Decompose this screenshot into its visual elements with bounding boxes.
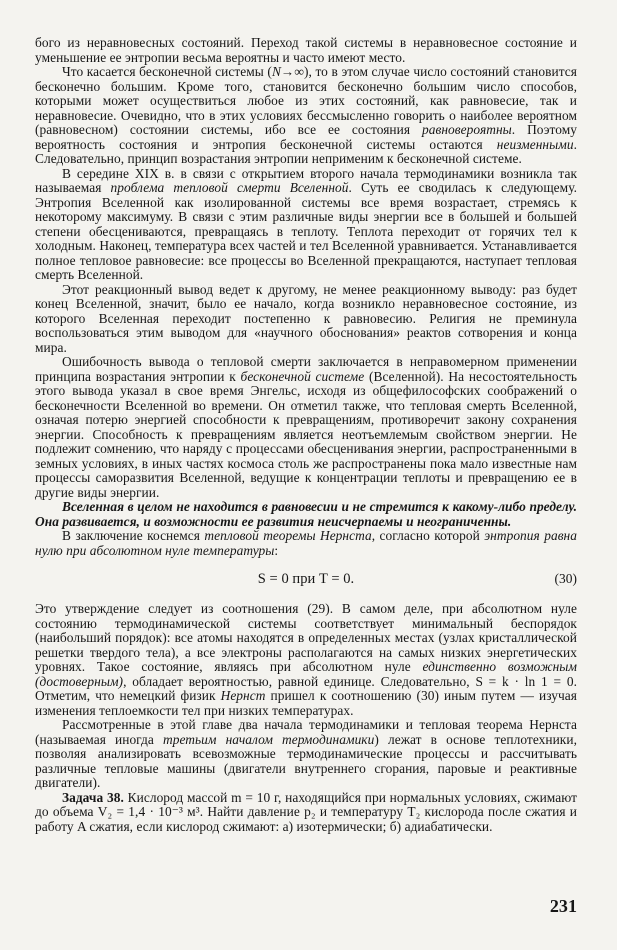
paragraph-8: Это утверждение следует из соотношения (29). В самом деле, при абсолютном нуле состоянию термодинамической системы соответствует минимальный беспорядок (наибольший порядок): все атомы находятся в определенных местах (узлах кристаллической решетки твердого тела), а все электроны располагаются на самых низких энергетических уровнях. Такое состояние, являясь при абсолютном нуле единственно возможным (достоверным), обладает вероятностью, равной единице. Следовательно, S = k · ln 1 = 0. Отметим, что немецкий физик Нернст пришел к соотношению (30) иным путем — изучая изменения теплоемкости тел при низких температурах. (35, 601, 577, 718)
paragraph-9: Рассмотренные в этой главе два начала термодинамики и тепловая теорема Нернста (называемая иногда третьим началом термодинамики) лежат в основе теплотехники, позволяя анализировать всевозможные термодинамические процессы и рассчитывать различные тепловые машины (двигатели внутреннего сгорания, паровые и реактивные двигатели). (35, 717, 577, 790)
paragraph-3: В середине XIX в. в связи с открытием второго начала термодинамики возникла так называемая проблема тепловой смерти Вселенной. Суть ее сводилась к следующему. Энтропия Вселенной как изолированной системы все время возрастает, стремясь к некоторому максимуму. В связи с этим различные виды энергии все в большей и большей степени обесцениваются, превращаясь в теплоту. Теплота переходит от горячих тел к холодным. Наконец, температура всех частей и тел Вселенной уравнивается. Устанавливается полное тепловое равновесие: все процессы во Вселенной прекращаются, наступает тепловая смерть Вселенной. (35, 165, 578, 282)
nernst-formula (35, 558, 577, 602)
page-number: 231 (549, 896, 577, 916)
paragraph-1: бого из неравновесных состояний. Переход такой системы в неравновесное состояние и уменьшение ее энтропии весьма вероятны и часто имеют место. (35, 35, 577, 65)
problem-label: Задача 38. (62, 789, 124, 805)
problem-38: Задача 38. Кислород массой m = 10 г, находящийся при нормальных условиях, сжимают до объема V₂ = 1,4 · 10⁻³ м³. Найти давление p₂ и температуру T₂ кислорода после сжатия и работу A сжатия, если кислород сжимают: а) изотермически; б) адиабатически. (35, 789, 577, 834)
paragraph-2: Что касается бесконечной системы (N→∞), то в этом случае число состояний становится бесконечно большим. Кроме того, становится бесконечно большим число способов, которыми может осуществиться любое из этих состояний, как равновесие, так и неравновесие. Очевидно, что в этих условиях бессмысленно говорить о наиболее вероятном (равновесном) состоянии системы, ибо все ее состояния равновероятны. Поэтому вероятность состояния и энтропия бесконечной системы остаются неизменными. Следовательно, принцип возрастания энтропии неприменим к бесконечной системе. (35, 64, 578, 166)
formula-expression: S = 0 при T = 0. (257, 571, 355, 587)
emphasis-paragraph: Вселенная в целом не находится в равновесии и не стремится к какому-либо пределу. Она развивается, и возможности ее развития неисчерпаемы и неограниченны. (35, 499, 577, 529)
paragraph-5: Ошибочность вывода о тепловой смерти заключается в неправомерном применении принципа возрастания энтропии к бесконечной системе (Вселенной). На несостоятельность этого вывода указал в свое время Энгельс, исходя из общефилософских соображений о бесконечности Вселенной во времени. Он отметил также, что тепловая смерть Вселенной, означая потерю энергией способности к превращениям, противоречит закону сохранения энергии. Способность к превращениям является неотъемлемым свойством энергии. Не подлежит сомнению, что наряду с процессами обесценивания энергии, распространенными в земных условиях, в иных частях космоса столь же распространены пока мало известные нам процессы саморазвития Вселенной, ведущие к концентрации теплоты и превращению ее в другие виды энергии. (35, 354, 578, 500)
paragraph-4: Этот реакционный вывод ведет к другому, не менее реакционному выводу: раз будет конец Вселенной, значит, было ее начало, когда возникло неравновесное состояние, из которого Вселенная переходит постепенно к равновесию. Религия не преминула воспользоваться этим выводом для «научного обоснования» реактов сотворения и конца мира. (35, 281, 577, 355)
formula-number: (30) (554, 571, 577, 586)
paragraph-7: В заключение коснемся тепловой теоремы Нернста, согласно которой энтропия равна нулю при абсолютном нуле температуры: (35, 528, 577, 558)
